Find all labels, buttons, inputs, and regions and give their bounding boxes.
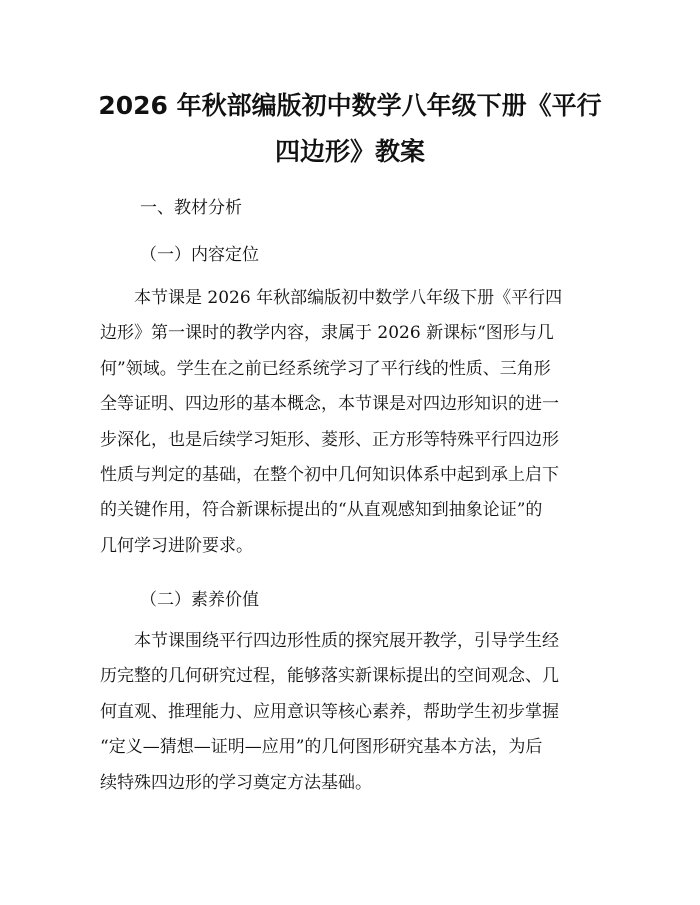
paragraph-line: 边形》第一课时的教学内容，隶属于 2026 新课标“图形与几 [100, 323, 554, 344]
document-title-line-2: 四边形》教案 [274, 137, 425, 166]
paragraph-line: 历完整的几何研究过程，能够落实新课标提出的空间观念、几 [100, 666, 559, 687]
paragraph-line: 续特殊四边形的学习奠定方法基础。 [100, 772, 372, 793]
paragraph-line: 本节课是 2026 年秋部编版初中数学八年级下册《平行四 [100, 288, 563, 308]
paragraph-literacy-value [100, 624, 600, 801]
subsection-heading-literacy-value: （二）素养价值 [140, 590, 259, 610]
paragraph-line: “定义—猜想—证明—应用”的几何图形研究基本方法，为后 [100, 737, 543, 758]
paragraph-line: 的关键作用，符合新课标提出的“从直观感知到抽象论证”的 [100, 500, 543, 521]
paragraph-line: 全等证明、四边形的基本概念，本节课是对四边形知识的进一 [100, 394, 559, 415]
paragraph-content-positioning [100, 281, 600, 564]
paragraph-line: 几何学习进阶要求。 [100, 535, 253, 556]
paragraph-line: 本节课围绕平行四边形性质的探究展开教学，引导学生经 [100, 631, 559, 651]
document-title-line-1: 2026 年秋部编版初中数学八年级下册《平行 [98, 91, 602, 120]
subsection-heading-content-positioning: （一）内容定位 [140, 245, 259, 265]
paragraph-line: 性质与判定的基础，在整个初中几何知识体系中起到承上启下 [100, 464, 559, 485]
paragraph-line: 何直观、推理能力、应用意识等核心素养，帮助学生初步掌握 [100, 701, 559, 722]
paragraph-line: 何”领域。学生在之前已经系统学习了平行线的性质、三角形 [100, 358, 551, 379]
paragraph-line: 步深化，也是后续学习矩形、菱形、正方形等特殊平行四边形 [100, 429, 559, 450]
section-heading-textbook-analysis: 一、教材分析 [140, 198, 242, 218]
